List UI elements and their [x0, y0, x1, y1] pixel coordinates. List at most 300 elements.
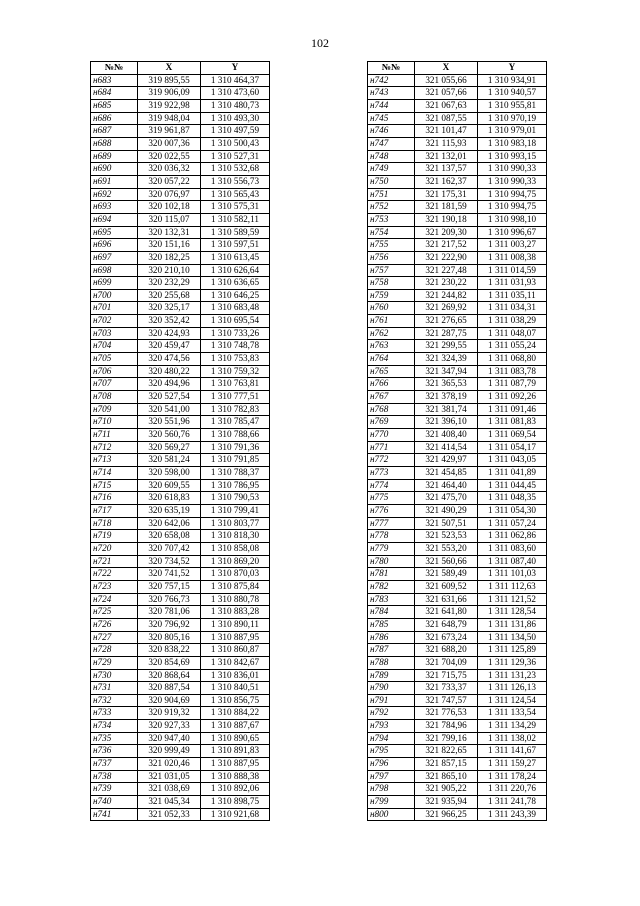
point-number-cell: н737 — [91, 758, 138, 771]
table-row — [91, 175, 270, 188]
point-number-cell: н694 — [91, 213, 138, 226]
table-row — [368, 340, 547, 353]
y-coordinate-cell: 1 310 955,81 — [478, 99, 547, 112]
point-number-cell: н699 — [91, 277, 138, 290]
point-number-cell: н749 — [368, 163, 415, 176]
point-number-cell: н689 — [91, 150, 138, 163]
table-row — [368, 580, 547, 593]
table-row — [368, 707, 547, 720]
y-coordinate-cell: 1 311 048,35 — [478, 492, 547, 505]
point-number-cell: н720 — [91, 542, 138, 555]
y-coordinate-cell: 1 310 788,37 — [201, 467, 270, 480]
x-coordinate-cell: 320 424,93 — [138, 327, 201, 340]
y-coordinate-cell: 1 310 940,57 — [478, 87, 547, 100]
point-number-cell: н795 — [368, 745, 415, 758]
y-coordinate-cell: 1 310 565,43 — [201, 188, 270, 201]
x-coordinate-cell: 321 244,82 — [415, 289, 478, 302]
x-coordinate-cell: 321 935,94 — [415, 796, 478, 809]
table-row — [91, 315, 270, 328]
table-row — [368, 644, 547, 657]
y-coordinate-cell: 1 311 121,52 — [478, 593, 547, 606]
table-row — [368, 74, 547, 87]
table-row — [91, 707, 270, 720]
table-header-row — [368, 62, 547, 75]
y-coordinate-cell: 1 311 125,89 — [478, 644, 547, 657]
y-coordinate-cell: 1 310 887,95 — [201, 758, 270, 771]
y-coordinate-cell: 1 311 008,38 — [478, 251, 547, 264]
point-number-cell: н703 — [91, 327, 138, 340]
point-number-cell: н787 — [368, 644, 415, 657]
x-coordinate-cell: 320 781,06 — [138, 606, 201, 619]
point-number-cell: н687 — [91, 125, 138, 138]
table-row — [91, 492, 270, 505]
table-row — [91, 201, 270, 214]
point-number-cell: н793 — [368, 720, 415, 733]
x-coordinate-cell: 321 087,55 — [415, 112, 478, 125]
x-coordinate-cell: 321 020,46 — [138, 758, 201, 771]
x-coordinate-cell: 321 269,92 — [415, 302, 478, 315]
point-number-cell: н762 — [368, 327, 415, 340]
point-number-cell: н742 — [368, 74, 415, 87]
table-row — [368, 745, 547, 758]
point-number-cell: н789 — [368, 669, 415, 682]
table-row — [368, 479, 547, 492]
x-coordinate-cell: 321 230,22 — [415, 277, 478, 290]
table-row — [91, 732, 270, 745]
x-coordinate-cell: 320 598,00 — [138, 467, 201, 480]
x-coordinate-cell: 321 560,66 — [415, 555, 478, 568]
x-coordinate-cell: 321 038,69 — [138, 783, 201, 796]
point-number-cell: н741 — [91, 808, 138, 821]
y-coordinate-cell: 1 310 996,67 — [478, 226, 547, 239]
x-coordinate-cell: 321 217,52 — [415, 239, 478, 252]
y-coordinate-cell: 1 310 636,65 — [201, 277, 270, 290]
x-coordinate-cell: 321 299,55 — [415, 340, 478, 353]
y-coordinate-cell: 1 310 990,33 — [478, 163, 547, 176]
x-coordinate-cell: 320 541,00 — [138, 403, 201, 416]
x-coordinate-cell: 321 589,49 — [415, 568, 478, 581]
table-row — [91, 391, 270, 404]
y-coordinate-cell: 1 311 124,54 — [478, 694, 547, 707]
y-coordinate-cell: 1 310 890,11 — [201, 618, 270, 631]
table-row — [368, 125, 547, 138]
x-coordinate-cell: 321 414,54 — [415, 441, 478, 454]
x-coordinate-cell: 320 551,96 — [138, 416, 201, 429]
y-coordinate-cell: 1 310 759,32 — [201, 365, 270, 378]
x-coordinate-cell: 321 966,25 — [415, 808, 478, 821]
point-number-cell: н715 — [91, 479, 138, 492]
point-number-cell: н769 — [368, 416, 415, 429]
table-row — [368, 391, 547, 404]
x-coordinate-cell: 321 631,66 — [415, 593, 478, 606]
point-number-cell: н773 — [368, 467, 415, 480]
y-coordinate-cell: 1 310 990,33 — [478, 175, 547, 188]
x-coordinate-cell: 321 609,52 — [415, 580, 478, 593]
table-row — [368, 618, 547, 631]
point-number-cell: н709 — [91, 403, 138, 416]
y-coordinate-cell: 1 310 887,95 — [201, 631, 270, 644]
x-coordinate-cell: 321 776,53 — [415, 707, 478, 720]
x-coordinate-cell: 319 895,55 — [138, 74, 201, 87]
point-number-cell: н740 — [91, 796, 138, 809]
point-number-cell: н747 — [368, 137, 415, 150]
y-coordinate-cell: 1 310 842,67 — [201, 656, 270, 669]
point-number-cell: н690 — [91, 163, 138, 176]
y-coordinate-cell: 1 310 858,08 — [201, 542, 270, 555]
column-header-y: Y — [478, 62, 547, 75]
y-coordinate-cell: 1 311 220,76 — [478, 783, 547, 796]
point-number-cell: н744 — [368, 99, 415, 112]
table-row — [91, 644, 270, 657]
point-number-cell: н697 — [91, 251, 138, 264]
point-number-cell: н792 — [368, 707, 415, 720]
y-coordinate-cell: 1 310 880,78 — [201, 593, 270, 606]
table-row — [91, 530, 270, 543]
x-coordinate-cell: 320 115,07 — [138, 213, 201, 226]
point-number-cell: н760 — [368, 302, 415, 315]
point-number-cell: н722 — [91, 568, 138, 581]
table-row — [91, 403, 270, 416]
point-number-cell: н755 — [368, 239, 415, 252]
y-coordinate-cell: 1 311 054,17 — [478, 441, 547, 454]
x-coordinate-cell: 321 347,94 — [415, 365, 478, 378]
x-coordinate-cell: 321 365,53 — [415, 378, 478, 391]
x-coordinate-cell: 321 799,16 — [415, 732, 478, 745]
point-number-cell: н800 — [368, 808, 415, 821]
y-coordinate-cell: 1 310 818,30 — [201, 530, 270, 543]
table-row — [91, 555, 270, 568]
table-row — [91, 720, 270, 733]
table-row — [91, 429, 270, 442]
x-coordinate-cell: 319 948,04 — [138, 112, 201, 125]
x-coordinate-cell: 321 507,51 — [415, 517, 478, 530]
table-row — [91, 808, 270, 821]
y-coordinate-cell: 1 311 133,54 — [478, 707, 547, 720]
y-coordinate-cell: 1 311 035,11 — [478, 289, 547, 302]
point-number-cell: н761 — [368, 315, 415, 328]
x-coordinate-cell: 320 527,54 — [138, 391, 201, 404]
x-coordinate-cell: 321 715,75 — [415, 669, 478, 682]
table-row — [368, 808, 547, 821]
point-number-cell: н723 — [91, 580, 138, 593]
x-coordinate-cell: 321 031,05 — [138, 770, 201, 783]
x-coordinate-cell: 320 036,32 — [138, 163, 201, 176]
table-row — [91, 745, 270, 758]
table-row — [91, 606, 270, 619]
x-coordinate-cell: 320 102,18 — [138, 201, 201, 214]
point-number-cell: н702 — [91, 315, 138, 328]
point-number-cell: н759 — [368, 289, 415, 302]
y-coordinate-cell: 1 310 840,51 — [201, 682, 270, 695]
table-row — [91, 340, 270, 353]
y-coordinate-cell: 1 310 860,87 — [201, 644, 270, 657]
table-row — [368, 353, 547, 366]
y-coordinate-cell: 1 310 892,06 — [201, 783, 270, 796]
y-coordinate-cell: 1 310 869,20 — [201, 555, 270, 568]
y-coordinate-cell: 1 311 092,26 — [478, 391, 547, 404]
table-row — [368, 251, 547, 264]
y-coordinate-cell: 1 311 131,23 — [478, 669, 547, 682]
y-coordinate-cell: 1 310 791,36 — [201, 441, 270, 454]
x-coordinate-cell: 320 868,64 — [138, 669, 201, 682]
y-coordinate-cell: 1 311 178,24 — [478, 770, 547, 783]
table-row — [368, 378, 547, 391]
y-coordinate-cell: 1 311 081,83 — [478, 416, 547, 429]
point-number-cell: н797 — [368, 770, 415, 783]
coordinates-table-right — [367, 61, 547, 821]
point-number-cell: н752 — [368, 201, 415, 214]
x-coordinate-cell: 321 209,30 — [415, 226, 478, 239]
y-coordinate-cell: 1 310 791,85 — [201, 454, 270, 467]
y-coordinate-cell: 1 311 038,29 — [478, 315, 547, 328]
table-row — [368, 504, 547, 517]
x-coordinate-cell: 321 784,96 — [415, 720, 478, 733]
y-coordinate-cell: 1 310 613,45 — [201, 251, 270, 264]
x-coordinate-cell: 320 854,69 — [138, 656, 201, 669]
y-coordinate-cell: 1 310 998,10 — [478, 213, 547, 226]
x-coordinate-cell: 321 137,57 — [415, 163, 478, 176]
y-coordinate-cell: 1 311 091,46 — [478, 403, 547, 416]
table-row — [91, 467, 270, 480]
point-number-cell: н780 — [368, 555, 415, 568]
point-number-cell: н704 — [91, 340, 138, 353]
column-header-number: №№ — [91, 62, 138, 75]
table-row — [91, 669, 270, 682]
y-coordinate-cell: 1 311 083,78 — [478, 365, 547, 378]
table-row — [368, 150, 547, 163]
point-number-cell: н774 — [368, 479, 415, 492]
y-coordinate-cell: 1 310 983,18 — [478, 137, 547, 150]
x-coordinate-cell: 321 115,93 — [415, 137, 478, 150]
table-row — [368, 137, 547, 150]
table-row — [91, 441, 270, 454]
y-coordinate-cell: 1 310 993,15 — [478, 150, 547, 163]
table-row — [368, 327, 547, 340]
y-coordinate-cell: 1 310 782,83 — [201, 403, 270, 416]
column-header-number: №№ — [368, 62, 415, 75]
y-coordinate-cell: 1 311 055,24 — [478, 340, 547, 353]
point-number-cell: н705 — [91, 353, 138, 366]
table-row — [91, 378, 270, 391]
y-coordinate-cell: 1 310 884,22 — [201, 707, 270, 720]
x-coordinate-cell: 320 999,49 — [138, 745, 201, 758]
x-coordinate-cell: 320 919,32 — [138, 707, 201, 720]
table-row — [368, 277, 547, 290]
point-number-cell: н781 — [368, 568, 415, 581]
point-number-cell: н772 — [368, 454, 415, 467]
x-coordinate-cell: 320 947,40 — [138, 732, 201, 745]
point-number-cell: н746 — [368, 125, 415, 138]
x-coordinate-cell: 321 190,18 — [415, 213, 478, 226]
table-row — [91, 542, 270, 555]
table-row — [368, 201, 547, 214]
x-coordinate-cell: 320 796,92 — [138, 618, 201, 631]
point-number-cell: н785 — [368, 618, 415, 631]
y-coordinate-cell: 1 310 836,01 — [201, 669, 270, 682]
point-number-cell: н745 — [368, 112, 415, 125]
table-row — [91, 327, 270, 340]
y-coordinate-cell: 1 311 014,59 — [478, 264, 547, 277]
y-coordinate-cell: 1 310 753,83 — [201, 353, 270, 366]
x-coordinate-cell: 320 569,27 — [138, 441, 201, 454]
x-coordinate-cell: 321 045,34 — [138, 796, 201, 809]
table-row — [91, 163, 270, 176]
y-coordinate-cell: 1 310 788,66 — [201, 429, 270, 442]
point-number-cell: н719 — [91, 530, 138, 543]
x-coordinate-cell: 320 838,22 — [138, 644, 201, 657]
point-number-cell: н686 — [91, 112, 138, 125]
y-coordinate-cell: 1 311 134,50 — [478, 631, 547, 644]
y-coordinate-cell: 1 310 473,60 — [201, 87, 270, 100]
point-number-cell: н707 — [91, 378, 138, 391]
point-number-cell: н750 — [368, 175, 415, 188]
x-coordinate-cell: 320 210,10 — [138, 264, 201, 277]
y-coordinate-cell: 1 310 763,81 — [201, 378, 270, 391]
x-coordinate-cell: 321 101,47 — [415, 125, 478, 138]
table-row — [368, 289, 547, 302]
table-row — [368, 694, 547, 707]
table-row — [368, 758, 547, 771]
point-number-cell: н730 — [91, 669, 138, 682]
table-row — [368, 593, 547, 606]
table-row — [91, 454, 270, 467]
point-number-cell: н728 — [91, 644, 138, 657]
table-row — [91, 99, 270, 112]
y-coordinate-cell: 1 311 048,07 — [478, 327, 547, 340]
y-coordinate-cell: 1 310 493,30 — [201, 112, 270, 125]
table-row — [368, 682, 547, 695]
table-row — [368, 796, 547, 809]
point-number-cell: н784 — [368, 606, 415, 619]
point-number-cell: н794 — [368, 732, 415, 745]
coordinates-table-left — [90, 61, 270, 821]
point-number-cell: н739 — [91, 783, 138, 796]
table-row — [91, 188, 270, 201]
y-coordinate-cell: 1 311 057,24 — [478, 517, 547, 530]
point-number-cell: н732 — [91, 694, 138, 707]
point-number-cell: н727 — [91, 631, 138, 644]
y-coordinate-cell: 1 311 141,67 — [478, 745, 547, 758]
y-coordinate-cell: 1 310 497,59 — [201, 125, 270, 138]
table-row — [91, 618, 270, 631]
point-number-cell: н778 — [368, 530, 415, 543]
column-header-x: X — [138, 62, 201, 75]
y-coordinate-cell: 1 310 683,48 — [201, 302, 270, 315]
y-coordinate-cell: 1 310 589,59 — [201, 226, 270, 239]
table-row — [368, 264, 547, 277]
table-row — [91, 593, 270, 606]
table-row — [91, 74, 270, 87]
point-number-cell: н721 — [91, 555, 138, 568]
x-coordinate-cell: 321 396,10 — [415, 416, 478, 429]
table-row — [91, 264, 270, 277]
y-coordinate-cell: 1 310 582,11 — [201, 213, 270, 226]
y-coordinate-cell: 1 310 575,31 — [201, 201, 270, 214]
table-row — [368, 441, 547, 454]
table-row — [368, 99, 547, 112]
x-coordinate-cell: 321 454,85 — [415, 467, 478, 480]
x-coordinate-cell: 320 927,33 — [138, 720, 201, 733]
table-row — [368, 163, 547, 176]
table-row — [368, 783, 547, 796]
table-row — [368, 188, 547, 201]
point-number-cell: н724 — [91, 593, 138, 606]
y-coordinate-cell: 1 311 129,36 — [478, 656, 547, 669]
table-row — [91, 568, 270, 581]
table-row — [91, 796, 270, 809]
x-coordinate-cell: 320 057,22 — [138, 175, 201, 188]
table-row — [91, 302, 270, 315]
table-row — [368, 732, 547, 745]
y-coordinate-cell: 1 310 646,25 — [201, 289, 270, 302]
y-coordinate-cell: 1 310 799,41 — [201, 504, 270, 517]
table-row — [91, 770, 270, 783]
y-coordinate-cell: 1 311 041,89 — [478, 467, 547, 480]
x-coordinate-cell: 321 227,48 — [415, 264, 478, 277]
y-coordinate-cell: 1 310 875,84 — [201, 580, 270, 593]
point-number-cell: н771 — [368, 441, 415, 454]
table-row — [368, 517, 547, 530]
x-coordinate-cell: 321 648,79 — [415, 618, 478, 631]
y-coordinate-cell: 1 311 034,31 — [478, 302, 547, 315]
point-number-cell: н710 — [91, 416, 138, 429]
x-coordinate-cell: 319 922,98 — [138, 99, 201, 112]
point-number-cell: н716 — [91, 492, 138, 505]
point-number-cell: н799 — [368, 796, 415, 809]
table-row — [368, 112, 547, 125]
y-coordinate-cell: 1 310 532,68 — [201, 163, 270, 176]
point-number-cell: н754 — [368, 226, 415, 239]
x-coordinate-cell: 321 276,65 — [415, 315, 478, 328]
table-row — [368, 302, 547, 315]
x-coordinate-cell: 320 182,25 — [138, 251, 201, 264]
x-coordinate-cell: 320 151,16 — [138, 239, 201, 252]
x-coordinate-cell: 321 490,29 — [415, 504, 478, 517]
x-coordinate-cell: 320 757,15 — [138, 580, 201, 593]
y-coordinate-cell: 1 311 087,40 — [478, 555, 547, 568]
x-coordinate-cell: 321 747,57 — [415, 694, 478, 707]
table-row — [91, 479, 270, 492]
x-coordinate-cell: 320 480,22 — [138, 365, 201, 378]
table-row — [91, 125, 270, 138]
point-number-cell: н726 — [91, 618, 138, 631]
point-number-cell: н768 — [368, 403, 415, 416]
point-number-cell: н698 — [91, 264, 138, 277]
x-coordinate-cell: 321 162,37 — [415, 175, 478, 188]
x-coordinate-cell: 320 734,52 — [138, 555, 201, 568]
table-row — [368, 403, 547, 416]
y-coordinate-cell: 1 310 527,31 — [201, 150, 270, 163]
point-number-cell: н735 — [91, 732, 138, 745]
y-coordinate-cell: 1 310 891,83 — [201, 745, 270, 758]
table-row — [91, 504, 270, 517]
x-coordinate-cell: 321 175,31 — [415, 188, 478, 201]
x-coordinate-cell: 321 641,80 — [415, 606, 478, 619]
y-coordinate-cell: 1 310 856,75 — [201, 694, 270, 707]
table-row — [368, 226, 547, 239]
y-coordinate-cell: 1 311 138,02 — [478, 732, 547, 745]
x-coordinate-cell: 320 805,16 — [138, 631, 201, 644]
point-number-cell: н788 — [368, 656, 415, 669]
table-row — [368, 530, 547, 543]
point-number-cell: н734 — [91, 720, 138, 733]
y-coordinate-cell: 1 311 131,86 — [478, 618, 547, 631]
x-coordinate-cell: 320 474,56 — [138, 353, 201, 366]
table-row — [91, 758, 270, 771]
point-number-cell: н685 — [91, 99, 138, 112]
x-coordinate-cell: 321 429,97 — [415, 454, 478, 467]
y-coordinate-cell: 1 310 785,47 — [201, 416, 270, 429]
